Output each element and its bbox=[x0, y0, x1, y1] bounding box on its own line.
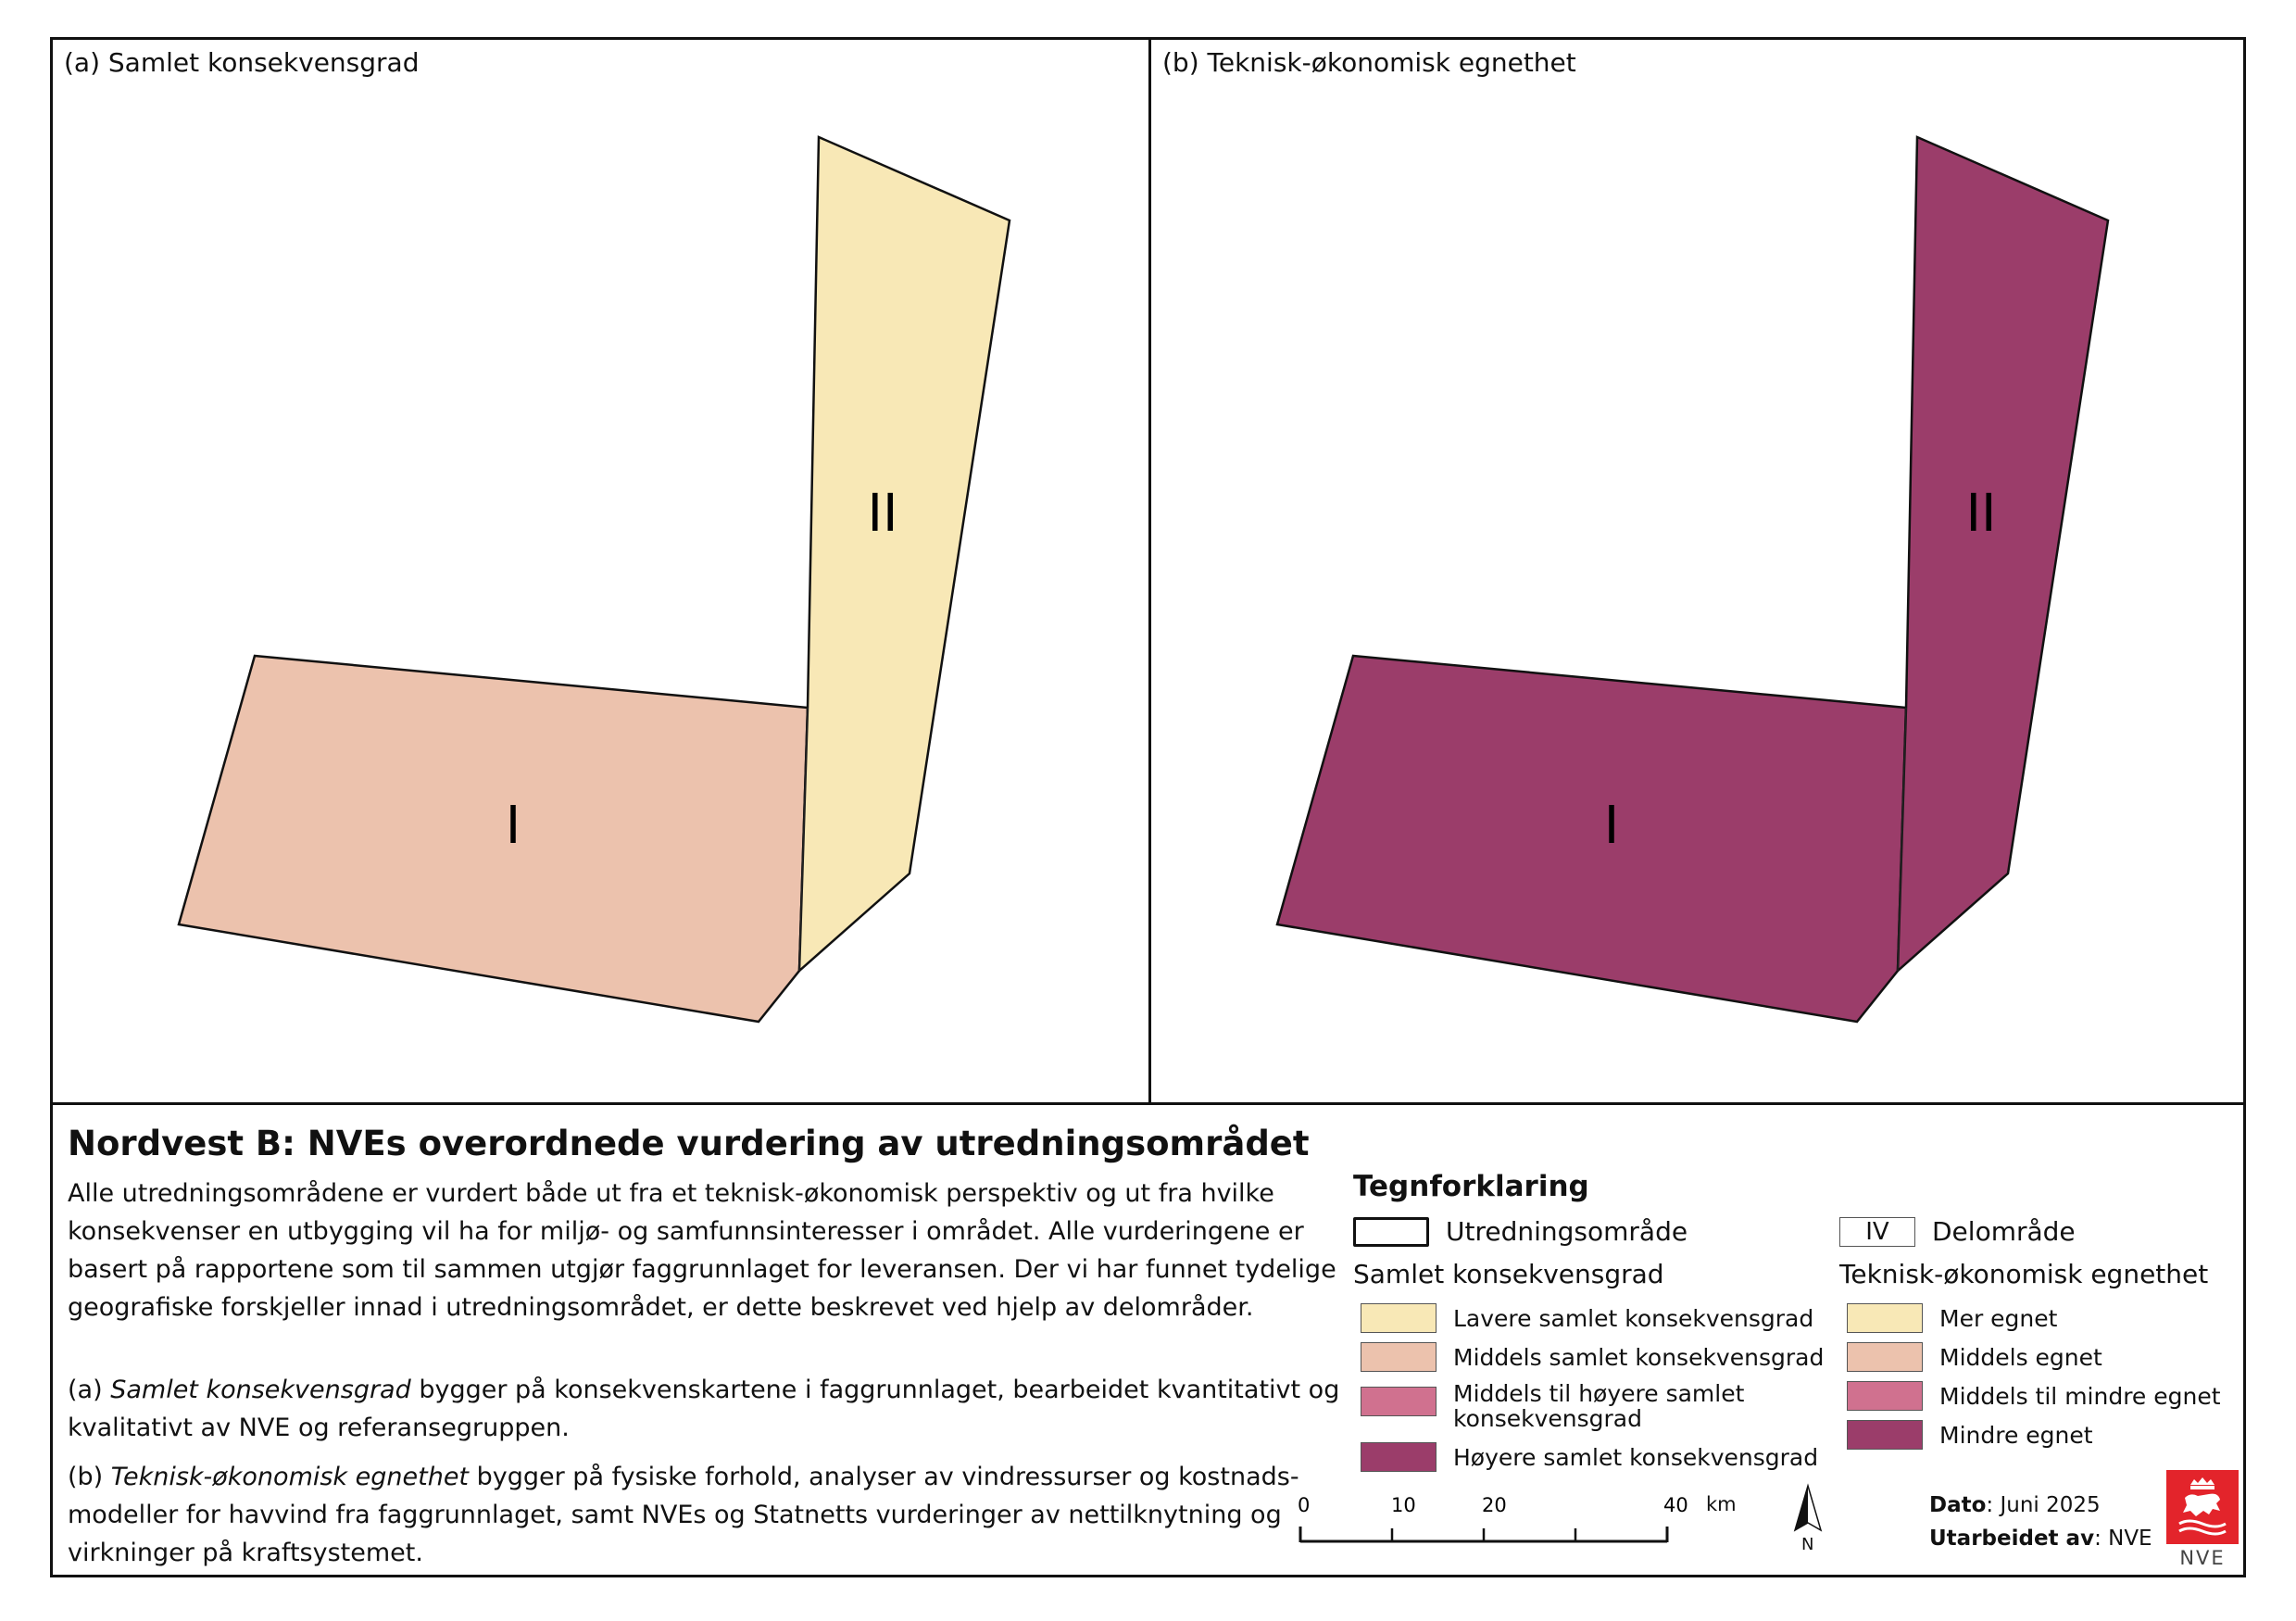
legend-outline-label: Utredningsområde bbox=[1446, 1216, 1688, 1247]
panel-b-title: (b) Teknisk-økonomisk egnethet bbox=[1162, 47, 1576, 78]
legend-g1-item bbox=[1361, 1303, 1813, 1333]
outline-swatch bbox=[1353, 1217, 1429, 1247]
scale-unit: km bbox=[1706, 1493, 1737, 1515]
legend-title: Tegnforklaring bbox=[1353, 1170, 1589, 1203]
legend-subarea-row bbox=[1839, 1216, 2076, 1247]
legend-label: Mindre egnet bbox=[1939, 1421, 2093, 1449]
north-label: N bbox=[1801, 1535, 1814, 1554]
legend-label: Middels samlet konsekvensgrad bbox=[1453, 1343, 1825, 1371]
legend-g2-item bbox=[1847, 1381, 2221, 1411]
legend-label: Lavere samlet konsekvensgrad bbox=[1453, 1304, 1814, 1332]
legend-label: Middels til høyere samlet konsekvensgrad bbox=[1453, 1380, 1745, 1432]
nve-logo bbox=[2166, 1470, 2239, 1544]
legend-swatch bbox=[1847, 1303, 1923, 1333]
legend-outline-row bbox=[1353, 1216, 1687, 1247]
author-value: : NVE bbox=[2094, 1527, 2152, 1551]
legend-swatch bbox=[1361, 1442, 1437, 1472]
paragraph-a-term: Samlet konsekvensgrad bbox=[110, 1376, 411, 1404]
area-I-label-b: I bbox=[1603, 796, 1620, 856]
legend-subarea-label: Delområde bbox=[1932, 1216, 2076, 1247]
legend-label: Mer egnet bbox=[1939, 1304, 2058, 1332]
date-label: Dato bbox=[1929, 1493, 1987, 1517]
paragraph-a-text: bygger på konsekvenskartene i faggrunnlaget, bearbeidet kvantitativt og kvalitativt av NVE og referansegruppen. bbox=[68, 1376, 1340, 1442]
intro-paragraph: Alle utredningsområdene er vurdert både ut fra et teknisk-økonomisk perspektiv og ut fra hvilke konsekvenser en utbygging vil ha for miljø- og samfunnsinteresser i området. Alle vurderingene er basert på rapportene som til sammen utgjør faggrunnlaget for leveransen. Der vi har funnet tydelige geografiske forskjeller innad i utredningsområdet, er dette beskrevet ved hjelp av delområder. bbox=[68, 1179, 1336, 1322]
legend-g1-item bbox=[1361, 1381, 1759, 1431]
paragraph-b-prefix: (b) bbox=[68, 1463, 111, 1491]
map-panel-a bbox=[50, 37, 1151, 1105]
legend-label: Høyere samlet konsekvensgrad bbox=[1453, 1443, 1819, 1471]
legend-label: Middels til mindre egnet bbox=[1939, 1382, 2221, 1410]
area-I-polygon-a bbox=[179, 656, 808, 1022]
legend-swatch bbox=[1361, 1387, 1437, 1416]
legend-group2-title: Teknisk-økonomisk egnethet bbox=[1839, 1259, 2209, 1289]
info-panel bbox=[50, 1102, 2246, 1577]
date-line bbox=[1929, 1493, 2101, 1517]
paragraph-b-term: Teknisk-økonomisk egnethet bbox=[110, 1463, 470, 1491]
scale-tick-label: 10 bbox=[1391, 1494, 1416, 1516]
area-II-polygon-b bbox=[1898, 137, 2108, 971]
legend-group1-title: Samlet konsekvensgrad bbox=[1353, 1259, 1664, 1289]
area-II-label-b: II bbox=[1965, 484, 1997, 544]
date-value: : Juni 2025 bbox=[1986, 1493, 2101, 1517]
lion-crest-icon bbox=[2166, 1470, 2239, 1544]
legend-swatch bbox=[1847, 1342, 1923, 1372]
map-panel-b bbox=[1148, 37, 2246, 1105]
legend-g2-item bbox=[1847, 1303, 2057, 1333]
scale-bar bbox=[1297, 1491, 1686, 1565]
scale-tick-label: 0 bbox=[1298, 1494, 1311, 1516]
scale-tick-label: 20 bbox=[1482, 1494, 1507, 1516]
paragraph-a bbox=[68, 1371, 1346, 1447]
subarea-swatch: IV bbox=[1839, 1217, 1915, 1247]
legend-g1-item bbox=[1361, 1342, 1824, 1372]
area-II-polygon-a bbox=[799, 137, 1010, 971]
legend-g2-item bbox=[1847, 1420, 2093, 1450]
paragraph-b bbox=[68, 1458, 1346, 1572]
main-title: Nordvest B: NVEs overordnede vurdering av utredningsområdet bbox=[68, 1124, 1310, 1163]
legend-swatch bbox=[1847, 1420, 1923, 1450]
panel-a-title: (a) Samlet konsekvensgrad bbox=[64, 47, 420, 78]
logo-text: NVE bbox=[2179, 1547, 2226, 1569]
area-I-polygon-b bbox=[1277, 656, 1906, 1022]
map-b-svg bbox=[1151, 40, 2249, 1108]
legend-label: Middels egnet bbox=[1939, 1343, 2102, 1371]
legend-swatch bbox=[1361, 1342, 1437, 1372]
paragraph-b-text: bygger på fysiske forhold, analyser av vindressurser og kostnads-modeller for havvind fra faggrunnlaget, samt NVEs og Statnetts vurderinger av nettilknytning og virkninger på kraftsystemet. bbox=[68, 1463, 1299, 1567]
legend-g1-item bbox=[1361, 1442, 1818, 1472]
author-line bbox=[1929, 1527, 2152, 1551]
area-II-label-a: II bbox=[867, 484, 898, 544]
map-a-svg bbox=[53, 40, 1154, 1108]
author-label: Utarbeidet av bbox=[1929, 1527, 2095, 1551]
legend-g2-item bbox=[1847, 1342, 2102, 1372]
scale-tick-label: 40 bbox=[1663, 1494, 1688, 1516]
paragraph-a-prefix: (a) bbox=[68, 1376, 111, 1404]
legend-swatch bbox=[1361, 1303, 1437, 1333]
legend-swatch bbox=[1847, 1381, 1923, 1411]
area-I-label-a: I bbox=[505, 796, 521, 856]
